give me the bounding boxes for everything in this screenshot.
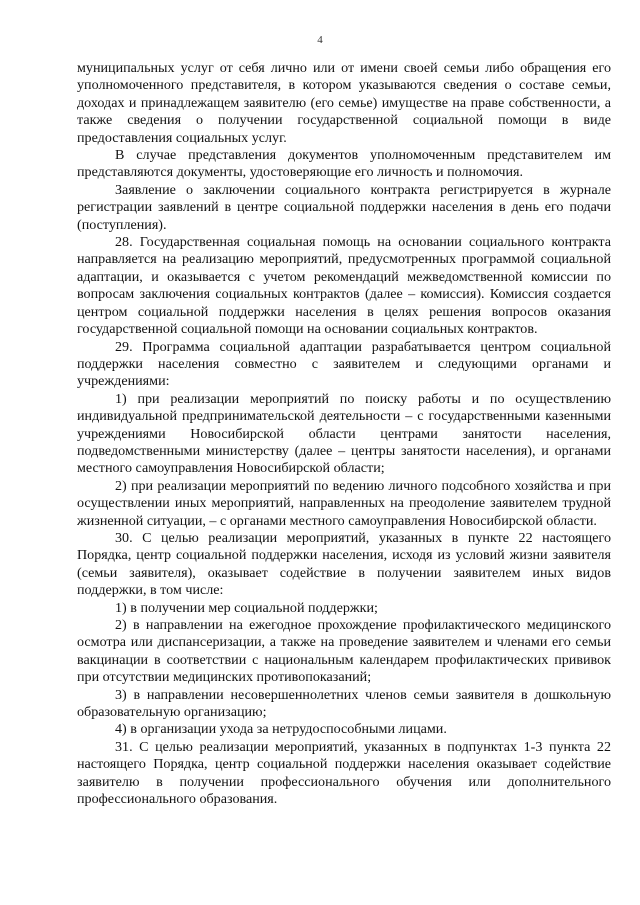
paragraph-clause-30-item-4: 4) в организации ухода за нетрудоспособными лицами. [115, 721, 447, 738]
paragraph-continuation: муниципальных услуг от себя лично или от имени своей семьи либо обращения его уполномоченного представителя, в котором указываются сведения о составе семьи, доходах и принадлежащем заявителю (его семье) имуществе на праве собственности, а также сведения о получении государственной социальной помощи в виде предоставления социальных услуг. [77, 60, 611, 146]
page-number: 4 [317, 34, 323, 46]
paragraph-clause-29-item-2: 2) при реализации мероприятий по ведению личного подсобного хозяйства и при осуществлении иных мероприятий, направленных на преодоление заявителем трудной жизненной ситуации, – с органами местного самоуправления Новосибирской области. [77, 477, 611, 529]
paragraph-clause-30: 30. С целью реализации мероприятий, указанных в пункте 22 настоящего Порядка, центр социальной поддержки населения, исходя из условий жизни заявителя (семьи заявителя), оказывает содействие в получении заявителем иных видов поддержки, в том числе: [77, 529, 611, 599]
paragraph-clause-29-item-1: 1) при реализации мероприятий по поиску работы и по осуществлению индивидуальной предпринимательской деятельности – с государственными казенными учреждениями Новосибирской области центрами занятости населения, подведомственными министерству (далее – центры занятости населения), и органами местного самоуправления Новосибирской области; [77, 390, 611, 477]
document-body [77, 60, 611, 808]
paragraph-clause-29: 29. Программа социальной адаптации разрабатывается центром социальной поддержки населения совместно с заявителем и следующими органами и учреждениями: [77, 338, 611, 390]
paragraph-clause-30-item-2: 2) в направлении на ежегодное прохождение профилактического медицинского осмотра или диспансеризации, а также на проведение заявителем и членами его семьи вакцинации в соответствии с национальным календарем профилактических прививок при отсутствии медицинских противопоказаний; [77, 617, 611, 686]
paragraph-application-registration: Заявление о заключении социального контракта регистрируется в журнале регистрации заявлений в центре социальной поддержки населения в день его подачи (поступления). [77, 181, 611, 233]
paragraph-clause-31: 31. С целью реализации мероприятий, указанных в подпунктах 1-3 пункта 22 настоящего Порядка, центр социальной поддержки населения оказывает содействие заявителю в получении профессионального обучения или дополнительного профессионального образования. [77, 738, 611, 808]
paragraph-clause-30-item-1: 1) в получении мер социальной поддержки; [115, 599, 378, 616]
paragraph-representative-documents: В случае представления документов уполномоченным представителем им представляются документы, удостоверяющие его личность и полномочия. [77, 147, 611, 181]
paragraph-clause-30-item-3: 3) в направлении несовершеннолетних членов семьи заявителя в дошкольную образовательную организацию; [77, 686, 611, 721]
paragraph-clause-28: 28. Государственная социальная помощь на основании социального контракта направляется на реализацию мероприятий, предусмотренных программой социальной адаптации, и оказывается с учетом рекомендаций межведомственной комиссии по вопросам заключения социальных контрактов (далее – комиссия). Комиссия создается центром социальной поддержки населения в целях решения вопросов оказания государственной социальной помощи на основании социальных контрактов. [77, 234, 611, 338]
